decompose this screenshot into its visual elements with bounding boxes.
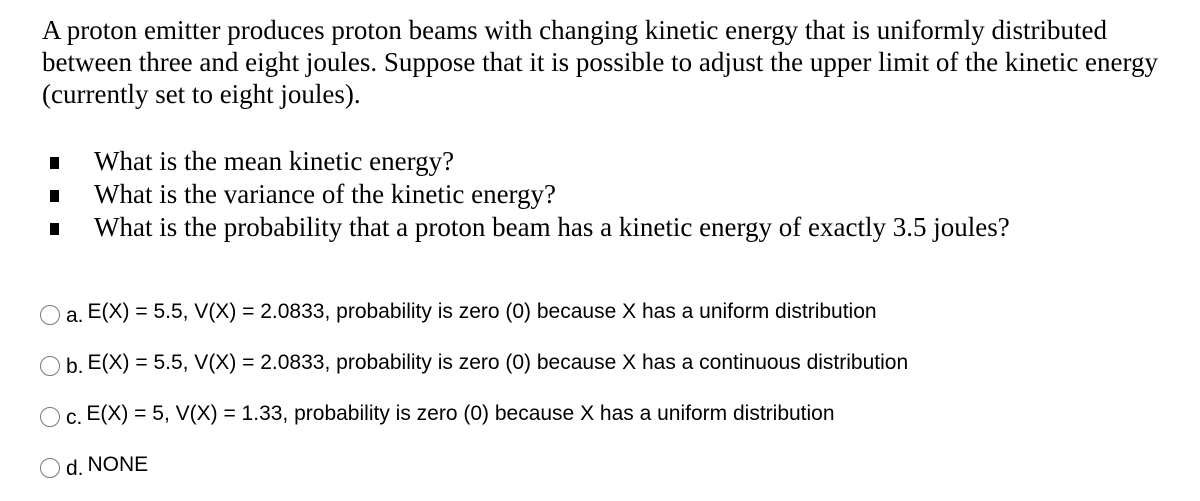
answer-options [40,292,908,496]
option-text: E(X) = 5, V(X) = 1.33, probability is zero (0) because X has a uniform distribution [86,402,835,425]
option-letter: a. [66,304,84,327]
option-text: E(X) = 5.5, V(X) = 2.0833, probability is zero (0) because X has a continuous distribution [87,351,909,374]
list-item [50,145,1010,178]
radio-button-a[interactable] [40,305,60,325]
option-d[interactable] [40,445,908,485]
sub-question-text: What is the mean kinetic energy? [94,146,455,176]
radio-button-d[interactable] [40,458,60,478]
list-item [50,211,1010,244]
option-text: E(X) = 5.5, V(X) = 2.0833, probability is zero (0) because X has a uniform distribution [87,300,877,323]
sub-question-text: What is the variance of the kinetic energy? [94,179,557,209]
list-item [50,178,1010,211]
sub-question-list [50,145,1010,244]
square-bullet-icon [50,190,59,202]
option-letter: c. [66,406,83,429]
question-text: A proton emitter produces proton beams with changing kinetic energy that is uniformly distributed between three and eight joules. Suppose that it is possible to adjust the upper limit of the kinetic energy (currently set to eight joules). [42,15,1159,109]
option-a[interactable] [40,292,908,332]
option-letter: d. [66,457,84,480]
option-letter: b. [66,355,84,378]
option-c[interactable] [40,394,908,434]
square-bullet-icon [50,157,59,169]
square-bullet-icon [50,223,59,235]
option-text: NONE [87,453,149,476]
radio-button-c[interactable] [40,407,60,427]
option-b[interactable] [40,343,908,383]
radio-button-b[interactable] [40,356,60,376]
sub-question-text: What is the probability that a proton beam has a kinetic energy of exactly 3.5 joules? [94,212,1010,242]
